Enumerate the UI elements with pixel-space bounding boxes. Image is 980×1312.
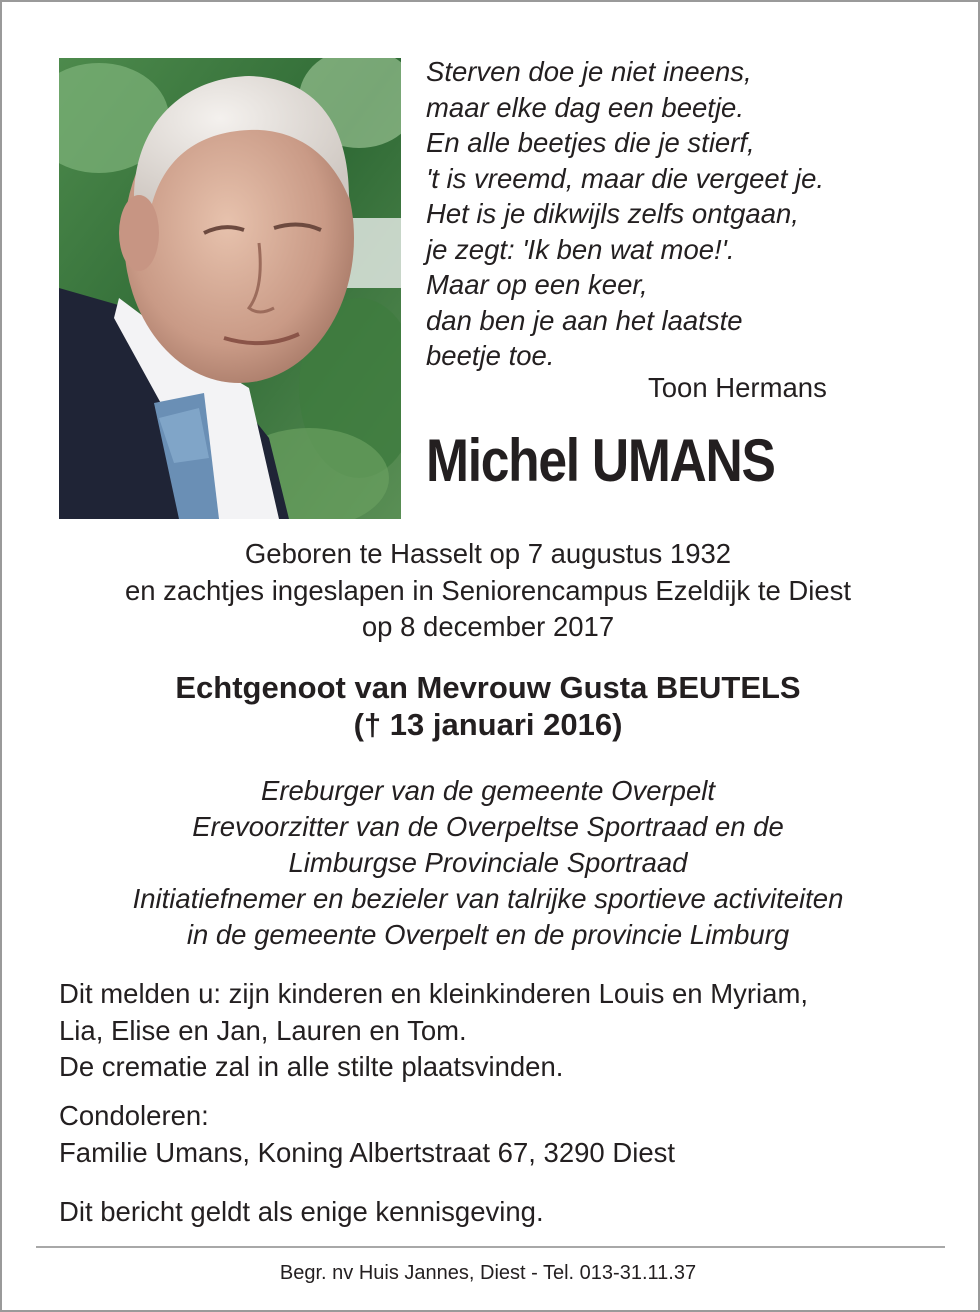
condolences	[59, 1098, 675, 1171]
poem-line: Maar op een keer,	[426, 269, 648, 300]
notice-text: Dit bericht geldt als enige kennisgeving.	[59, 1196, 544, 1227]
funeral-home-footer: Begr. nv Huis Jannes, Diest - Tel. 013-31.11.37	[279, 1262, 697, 1284]
announcement-line: De crematie zal in alle stilte plaatsvinden.	[59, 1051, 564, 1082]
poem	[426, 54, 946, 374]
honors-list	[0, 773, 976, 953]
poem-line: 't is vreemd, maar die vergeet je.	[426, 162, 825, 194]
birth-line: op 8 december 2017	[361, 611, 615, 642]
deceased-name: Michel UMANS	[426, 427, 775, 494]
honor-line: Ereburger van de gemeente Overpelt	[260, 775, 716, 806]
birth-line: Geboren te Hasselt op 7 augustus 1932	[244, 538, 732, 569]
poem-author: Toon Hermans	[648, 372, 827, 403]
announcement-line: Dit melden u: zijn kinderen en kleinkinderen Louis en Myriam,	[59, 978, 808, 1009]
poem-line: je zegt: 'Ik ben wat moe!'.	[426, 233, 735, 265]
honor-line: Initiatiefnemer en bezieler van talrijke sportieve activiteiten	[132, 883, 844, 914]
footer-divider	[36, 1246, 945, 1248]
spouse-info	[0, 669, 976, 743]
poem-line: dan ben je aan het laatste	[426, 304, 743, 336]
poem-line: En alle beetjes die je stierf,	[426, 127, 755, 158]
poem-line: maar elke dag een beetje.	[426, 91, 744, 123]
poem-line: Het is je dikwijls zelfs ontgaan,	[426, 198, 799, 229]
honor-line: Limburgse Provinciale Sportraad	[288, 847, 688, 878]
honor-line: Erevoorzitter van de Overpeltse Sportraad en de	[192, 811, 784, 842]
honor-line: in de gemeente Overpelt en de provincie Limburg	[186, 919, 790, 950]
poem-line: Sterven doe je niet ineens,	[426, 56, 752, 87]
condolences-address: Familie Umans, Koning Albertstraat 67, 3290 Diest	[59, 1136, 675, 1168]
birth-death-info	[0, 536, 976, 646]
poem-line: beetje toe.	[426, 340, 555, 371]
portrait-photo	[59, 58, 401, 519]
announcement-line: Lia, Elise en Jan, Lauren en Tom.	[59, 1014, 467, 1046]
birth-line: en zachtjes ingeslapen in Seniorencampus Ezeldijk te Diest	[124, 574, 852, 606]
family-announcement	[59, 976, 808, 1086]
spouse-line: Echtgenoot van Mevrouw Gusta BEUTELS	[175, 670, 801, 705]
condolences-label: Condoleren:	[59, 1100, 209, 1131]
spouse-line: († 13 januari 2016)	[353, 707, 623, 742]
